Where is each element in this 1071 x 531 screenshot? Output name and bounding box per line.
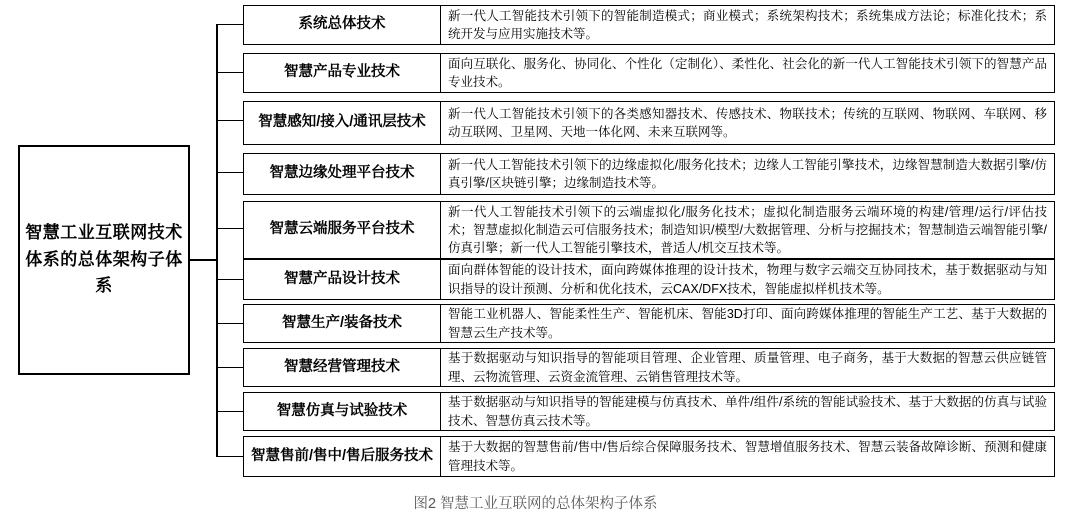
node-label: 智慧产品设计技术: [284, 270, 400, 287]
tree-row: [243, 5, 1055, 45]
description-text: 面向互联化、服务化、协同化、个性化（定制化）、柔性化、社会化的新一代人工智能技术引领下的智慧产品专业技术。: [448, 56, 1047, 89]
description-text: 新一代人工智能技术引领下的各类感知器技术、传感技术、物联技术；传统的互联网、物联网、车联网、移动互联网、卫星网、天地一体化网、未来互联网等。: [448, 106, 1047, 139]
description-box: [441, 348, 1055, 387]
branch-line-2: [216, 72, 244, 73]
branch-line-7: [216, 323, 244, 324]
node-label: 智慧经营管理技术: [284, 358, 400, 375]
description-text: 智能工业机器人、智能柔性生产、智能机床、智能3D打印、面向跨媒体推理的智能生产工艺、基于大数据的智慧云生产技术等。: [448, 307, 1047, 340]
tree-row: [243, 101, 1055, 145]
tree-row: [243, 153, 1055, 195]
description-box: [441, 436, 1055, 477]
trunk-line: [216, 24, 218, 456]
description-text: 新一代人工智能技术引领下的智能制造模式；商业模式；系统架构技术；系统集成方法论；标准化技术；系统开发与应用实施技术等。: [448, 8, 1047, 41]
node-label: 系统总体技术: [298, 16, 386, 33]
branch-line-10: [216, 456, 244, 457]
figure-caption: 图2 智慧工业互联网的总体架构子体系: [413, 496, 658, 512]
root-stub-line: [190, 259, 218, 261]
branch-line-4: [216, 172, 244, 173]
branch-line-9: [216, 411, 244, 412]
branch-line-6: [216, 279, 244, 280]
node-label: 智慧云端服务平台技术: [269, 221, 415, 238]
description-box: [441, 259, 1055, 300]
tree-row: [243, 436, 1055, 477]
description-box: [441, 53, 1055, 93]
tree-row: [243, 392, 1055, 431]
description-box: [441, 153, 1055, 195]
node-box[interactable]: [243, 5, 441, 45]
node-box[interactable]: [243, 153, 441, 195]
node-label: 智慧边缘处理平台技术: [269, 165, 415, 182]
description-text: 基于大数据的智慧售前/售中/售后综合保障服务技术、智慧增值服务技术、智慧云装备故障诊断、预测和健康管理技术等。: [448, 440, 1047, 473]
node-label: 智慧生产/装备技术: [281, 314, 403, 331]
description-text: 新一代人工智能技术引领下的边缘虚拟化/服务化技术；边缘人工智能引擎技术，边缘智慧制造大数据引擎/仿真引擎/区块链引擎；边缘制造技术等。: [448, 157, 1047, 190]
node-label: 智慧感知/接入/通讯层技术: [258, 114, 426, 131]
tree-row: [243, 348, 1055, 387]
tree-row: [243, 201, 1055, 259]
node-box[interactable]: [243, 259, 441, 300]
node-box[interactable]: [243, 101, 441, 145]
branch-line-5: [216, 228, 244, 229]
node-box[interactable]: [243, 53, 441, 93]
node-box[interactable]: [243, 304, 441, 343]
tree-row: [243, 259, 1055, 300]
branch-line-8: [216, 367, 244, 368]
description-text: 新一代人工智能技术引领下的云端虚拟化/服务化技术；虚拟化制造服务云端环境的构建/管理/运行/评估技术；智慧虚拟化制造云可信服务技术；制造知识/模型/大数据管理、分析与挖掘技术；智慧制造云端智能引擎/仿真引擎；新一代人工智能引擎技术，普适人/机交互技术等。: [448, 204, 1047, 256]
description-box: [441, 392, 1055, 431]
tree-row: [243, 53, 1055, 93]
node-label: 智慧仿真与试验技术: [276, 402, 408, 419]
description-text: 基于数据驱动与知识指导的智能项目管理、企业管理、质量管理、电子商务，基于大数据的智慧云供应链管理、云物流管理、云资金流管理、云销售管理技术等。: [448, 351, 1047, 384]
root-node-label: 智慧工业互联网技术体系的总体架构子体系: [25, 223, 183, 296]
node-label: 智慧产品专业技术: [284, 64, 400, 81]
tree-row: [243, 304, 1055, 343]
branch-line-1: [216, 24, 244, 25]
node-box[interactable]: [243, 348, 441, 387]
description-text: 基于数据驱动与知识指导的智能建模与仿真技术、单件/组件/系统的智能试验技术、基于大数据的仿真与试验技术、智慧仿真云技术等。: [448, 395, 1047, 428]
description-box: [441, 201, 1055, 259]
description-box: [441, 5, 1055, 45]
node-label: 智慧售前/售中/售后服务技术: [250, 447, 434, 464]
description-text: 面向群体智能的设计技术，面向跨媒体推理的设计技术，物理与数字云端交互协同技术，基于数据驱动与知识指导的设计预测、分析和优化技术，云CAX/DFX技术，智能虚拟样机技术等。: [448, 263, 1047, 296]
node-box[interactable]: [243, 436, 441, 477]
branch-line-3: [216, 120, 244, 121]
description-box: [441, 304, 1055, 343]
node-box[interactable]: [243, 392, 441, 431]
description-box: [441, 101, 1055, 145]
root-node: [18, 145, 190, 375]
node-box[interactable]: [243, 201, 441, 259]
